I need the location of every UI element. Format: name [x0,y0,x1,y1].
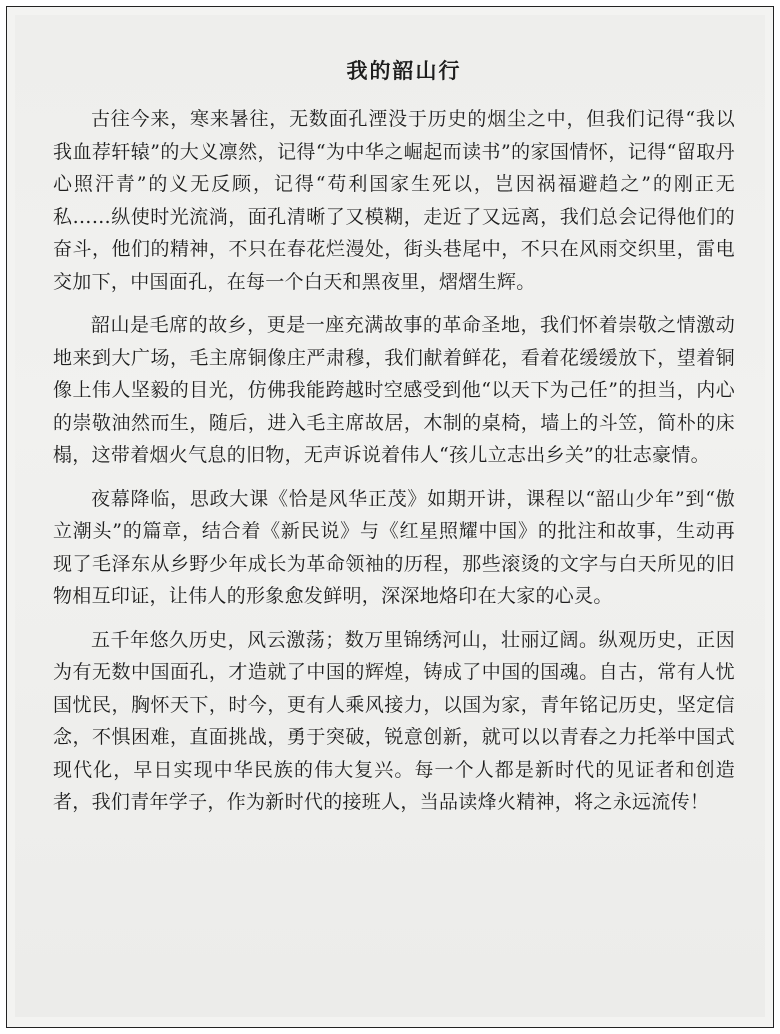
essay-paragraph-4: 五千年悠久历史，风云激荡；数万里锦绣河山，壮丽辽阔。纵观历史，正因为有无数中国面孔，才造就了中国的辉煌，铸成了中国的国魂。自古，常有人忧国忧民，胸怀天下，时今，更有人乘风接力，以国为家，青年铭记历史，坚定信念，不惧困难，直面挑战，勇于突破，锐意创新，就可以以青春之力托举中国式现代化，早日实现中华民族的伟大复兴。每一个人都是新时代的见证者和创造者，我们青年学子，作为新时代的接班人，当品读烽火精神，将之永远流传！ [53,628,735,813]
handwritten-essay-sheet [15,15,765,1017]
essay-paragraph-2: 韶山是毛席的故乡，更是一座充满故事的革命圣地，我们怀着崇敬之情激动地来到大广场，毛主席铜像庄严肃穆，我们献着鲜花，看着花缓缓放下，望着铜像上伟人坚毅的目光，仿佛我能跨越时空感受到他“以天下为己任”的担当，内心的崇敬油然而生，随后，进入毛主席故居，木制的桌椅，墙上的斗笠，简朴的床榻，这带着烟火气息的旧物，无声诉说着伟人“孩儿立志出乡关”的壮志豪情。 [53,314,735,466]
page-frame [6,6,774,1028]
essay-title: 我的韶山行 [346,58,462,83]
essay-paragraph-1: 古往今来，寒来暑往，无数面孔湮没于历史的烟尘之中，但我们记得“我以我血荐轩辕”的大义凛然，记得“为中华之崛起而读书”的家国情怀，记得“留取丹心照汗青”的义无反顾，记得“苟利国家生死以，岂因祸福避趋之”的刚正无私……纵使时光流淌，面孔清晰了又模糊，走近了又远离，我们总会记得他们的奋斗，他们的精神，不只在春花烂漫处，街头巷尾中，不只在风雨交织里，雷电交加下，中国面孔，在每一个白天和黑夜里，熠熠生辉。 [53,108,735,293]
essay-paragraph-3: 夜幕降临，思政大课《恰是风华正茂》如期开讲，课程以“韶山少年”到“傲立潮头”的篇章，结合着《新民说》与《红星照耀中国》的批注和故事，生动再现了毛泽东从乡野少年成长为革命领袖的历程，那些滚烫的文字与白天所见的旧物相互印证，让伟人的形象愈发鲜明，深深地烙印在大家的心灵。 [53,487,735,607]
